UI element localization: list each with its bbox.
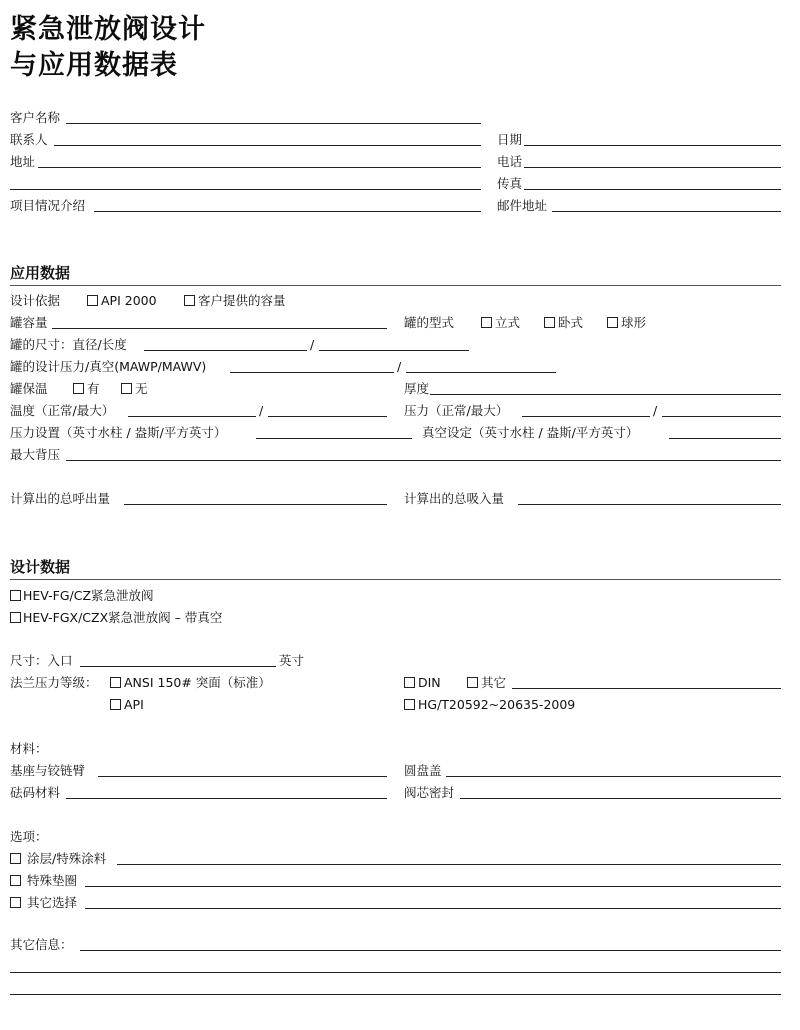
vacuum-setting-field[interactable] xyxy=(669,438,781,439)
phone-label: 电话 xyxy=(497,154,523,169)
gasket-label: 特殊垫圈 xyxy=(27,873,78,888)
phone-field[interactable] xyxy=(524,167,781,168)
other-info-field-1[interactable] xyxy=(80,950,781,951)
pressure-setting-field[interactable] xyxy=(256,438,412,439)
email-field[interactable] xyxy=(552,211,781,212)
api-flange-checkbox[interactable] xyxy=(110,699,121,710)
temperature-slash: / xyxy=(259,403,264,418)
other-info-label: 其它信息： xyxy=(10,937,73,952)
vertical-checkbox[interactable] xyxy=(481,317,492,328)
other-info-field-3[interactable] xyxy=(10,994,781,995)
customer-name-label: 客户名称 xyxy=(10,110,61,125)
project-field[interactable] xyxy=(94,211,481,212)
in-breathing-label: 计算出的总吸入量 xyxy=(404,491,505,506)
insulation-no-checkbox[interactable] xyxy=(121,383,132,394)
hg-standard-label: HG/T20592~20635-2009 xyxy=(418,697,576,712)
design-section-rule xyxy=(10,579,781,580)
tank-length-field[interactable] xyxy=(319,350,469,351)
date-label: 日期 xyxy=(497,132,523,147)
tank-size-label: 罐的尺寸：直径/长度 xyxy=(10,337,127,352)
tank-capacity-field[interactable] xyxy=(52,328,387,329)
pressure-slash: / xyxy=(653,403,658,418)
insulation-label: 罐保温 xyxy=(10,381,48,396)
insulation-yes-checkbox[interactable] xyxy=(73,383,84,394)
coating-field[interactable] xyxy=(117,864,781,865)
pressure-normal-field[interactable] xyxy=(522,416,650,417)
vertical-label: 立式 xyxy=(495,315,521,330)
address-field-line-2[interactable] xyxy=(10,189,481,190)
max-back-pressure-field[interactable] xyxy=(66,460,781,461)
coating-label: 涂层/特殊涂料 xyxy=(27,851,107,866)
din-checkbox[interactable] xyxy=(404,677,415,688)
api-2000-label: API 2000 xyxy=(101,293,157,308)
customer-capacity-checkbox[interactable] xyxy=(184,295,195,306)
thickness-label: 厚度 xyxy=(404,381,430,396)
inlet-size-field[interactable] xyxy=(80,666,276,667)
model-hev-fg-checkbox[interactable] xyxy=(10,590,21,601)
ansi-150-checkbox[interactable] xyxy=(110,677,121,688)
disc-cover-field[interactable] xyxy=(446,776,781,777)
design-basis-label: 设计依据 xyxy=(10,293,61,308)
horizontal-checkbox[interactable] xyxy=(544,317,555,328)
application-section-rule xyxy=(10,285,781,286)
api-2000-checkbox[interactable] xyxy=(87,295,98,306)
model-hev-fgx-checkbox[interactable] xyxy=(10,612,21,623)
base-hinge-label: 基座与铰链臂 xyxy=(10,763,86,778)
weight-material-label: 砝码材料 xyxy=(10,785,61,800)
out-breathing-label: 计算出的总呼出量 xyxy=(10,491,111,506)
insulation-no-label: 无 xyxy=(135,381,148,396)
date-field[interactable] xyxy=(524,145,781,146)
api-flange-label: API xyxy=(124,697,144,712)
seal-field[interactable] xyxy=(460,798,781,799)
customer-name-field[interactable] xyxy=(66,123,481,124)
application-section-heading: 应用数据 xyxy=(10,264,71,282)
din-label: DIN xyxy=(418,675,441,690)
temperature-normal-field[interactable] xyxy=(128,416,256,417)
base-hinge-field[interactable] xyxy=(98,776,387,777)
spherical-label: 球形 xyxy=(621,315,647,330)
gasket-checkbox[interactable] xyxy=(10,875,21,886)
other-info-field-2[interactable] xyxy=(10,972,781,973)
fax-field[interactable] xyxy=(524,189,781,190)
design-section-heading: 设计数据 xyxy=(10,558,71,576)
other-option-checkbox[interactable] xyxy=(10,897,21,908)
address-label: 地址 xyxy=(10,154,36,169)
insulation-yes-label: 有 xyxy=(87,381,100,396)
out-breathing-field[interactable] xyxy=(124,504,387,505)
model-hev-fg-label: HEV-FG/CZ紧急泄放阀 xyxy=(23,588,154,603)
other-option-label: 其它选择 xyxy=(27,895,78,910)
flange-other-checkbox[interactable] xyxy=(467,677,478,688)
inlet-size-label: 尺寸：入口 xyxy=(10,653,73,668)
email-label: 邮件地址 xyxy=(497,198,548,213)
temperature-label: 温度（正常/最大） xyxy=(10,403,115,418)
inch-unit-label: 英寸 xyxy=(279,653,305,668)
options-heading: 选项： xyxy=(10,829,48,844)
flange-other-field[interactable] xyxy=(512,688,781,689)
pressure-label: 压力（正常/最大） xyxy=(404,403,509,418)
flange-other-label: 其它 xyxy=(481,675,507,690)
page-title-line-2: 与应用数据表 xyxy=(10,50,178,81)
ansi-150-label: ANSI 150# 突面（标准） xyxy=(124,675,271,690)
page-title-line-1: 紧急泄放阀设计 xyxy=(10,14,206,45)
pressure-max-field[interactable] xyxy=(662,416,781,417)
thickness-field[interactable] xyxy=(430,394,781,395)
contact-field[interactable] xyxy=(54,145,481,146)
address-field[interactable] xyxy=(38,167,481,168)
fax-label: 传真 xyxy=(497,176,523,191)
flange-class-label: 法兰压力等级： xyxy=(10,675,98,690)
tank-type-label: 罐的型式 xyxy=(404,315,455,330)
design-pressure-field[interactable] xyxy=(230,372,394,373)
tank-size-slash: / xyxy=(310,337,315,352)
disc-cover-label: 圆盘盖 xyxy=(404,763,442,778)
design-pressure-slash: / xyxy=(397,359,402,374)
tank-capacity-label: 罐容量 xyxy=(10,315,48,330)
max-back-pressure-label: 最大背压 xyxy=(10,447,61,462)
horizontal-label: 卧式 xyxy=(558,315,584,330)
in-breathing-field[interactable] xyxy=(518,504,781,505)
tank-diameter-field[interactable] xyxy=(144,350,307,351)
weight-material-field[interactable] xyxy=(66,798,387,799)
spherical-checkbox[interactable] xyxy=(607,317,618,328)
project-label: 项目情况介绍 xyxy=(10,198,86,213)
design-pressure-label: 罐的设计压力/真空(MAWP/MAWV) xyxy=(10,359,207,374)
coating-checkbox[interactable] xyxy=(10,853,21,864)
customer-capacity-label: 客户提供的容量 xyxy=(198,293,286,308)
seal-label: 阀芯密封 xyxy=(404,785,455,800)
vacuum-setting-label: 真空设定（英寸水柱 / 盎斯/平方英寸） xyxy=(422,425,639,440)
model-hev-fgx-label: HEV-FGX/CZX紧急泄放阀 – 带真空 xyxy=(23,610,223,625)
gasket-field[interactable] xyxy=(85,886,781,887)
pressure-setting-label: 压力设置（英寸水柱 / 盎斯/平方英寸） xyxy=(10,425,227,440)
other-option-field[interactable] xyxy=(85,908,781,909)
hg-standard-checkbox[interactable] xyxy=(404,699,415,710)
materials-heading: 材料： xyxy=(10,741,48,756)
design-vacuum-field[interactable] xyxy=(406,372,556,373)
temperature-max-field[interactable] xyxy=(268,416,387,417)
contact-label: 联系人 xyxy=(10,132,48,147)
